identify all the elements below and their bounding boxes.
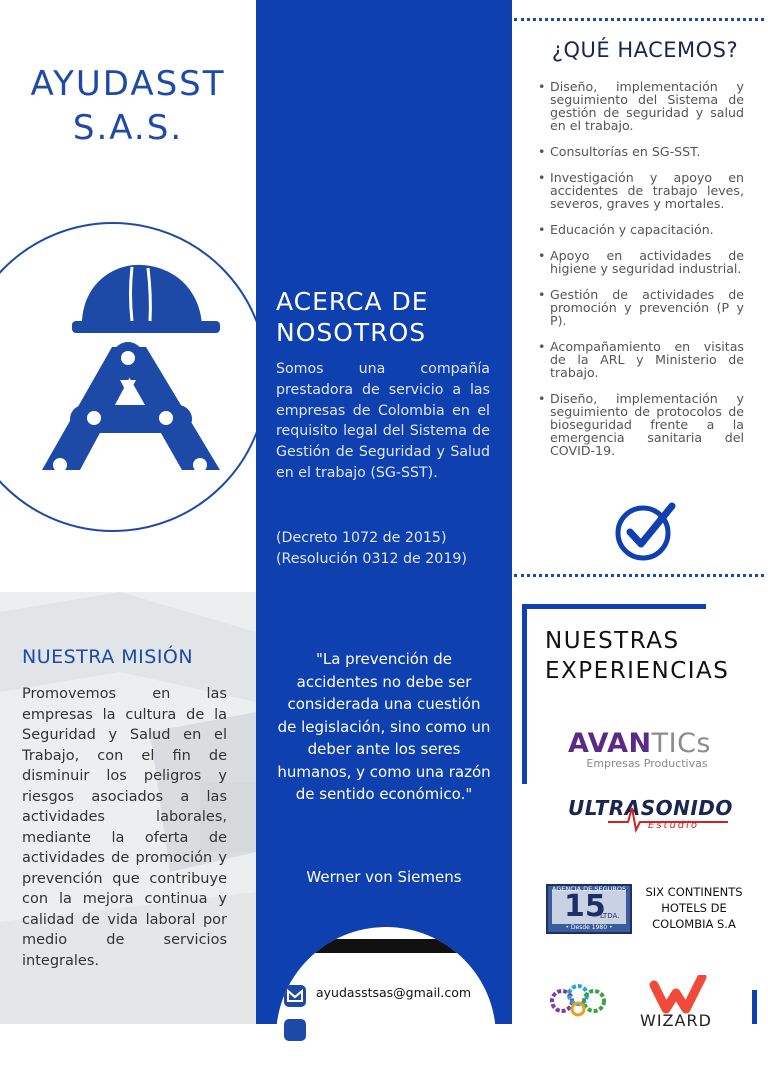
avantics-tagline: Empresas Productivas (586, 757, 708, 770)
quote-text: "La prevención de accidentes no debe ser considerada una cuestión de legislación, sino como un deber ante los seres humanos, y como una razón de sentido económico." (277, 650, 491, 803)
agency-since: • Desde 1980 • (565, 924, 613, 931)
company-name (0, 62, 256, 150)
experiences-bracket-side (522, 604, 527, 784)
service-item: • Consultorías en SG-SST. (536, 145, 744, 158)
services-title: ¿QUÉ HACEMOS? (551, 38, 739, 62)
contact-card (276, 927, 496, 1067)
service-item: • Diseño, implementación y seguimiento del Sistema de gestión de seguridad y salud en el trabajo. (536, 80, 744, 132)
avantics-logo (568, 728, 728, 759)
contact-divider (276, 939, 496, 953)
about-text: Somos una compañía prestadora de servicio a las empresas de Colombia en el requisito legal del Sistema de Gestión de Seguridad y Salud en el trabajo (SG-SST). (276, 361, 490, 481)
bottom-logos (548, 975, 748, 1030)
email-icon (284, 985, 306, 1007)
agency-number: 15 (564, 889, 606, 924)
about-references (276, 528, 506, 570)
resolution-reference: (Resolución 0312 de 2019) (276, 551, 467, 567)
right-accent-bar (752, 990, 757, 1024)
agency-ltda: LTDA. (600, 912, 620, 920)
about-title-line1: ACERCA DE (276, 287, 429, 316)
about-title-line2: NOSOTROS (276, 318, 427, 347)
email-link[interactable]: ayudasstsas@gmail.com (316, 985, 472, 1000)
service-item: • Educación y capacitación. (536, 223, 744, 236)
experiences-bracket (522, 604, 706, 609)
service-item: • Diseño, implementación y seguimiento de protocolos de bioseguridad frente a la emergencia sanitaria del COVID-19. (536, 392, 744, 457)
checkmark-icon (614, 500, 676, 562)
about-title (276, 286, 496, 348)
dotted-divider-middle (514, 574, 764, 577)
agency-top-text: AGENCIA DE SEGUROS (551, 885, 627, 893)
wizard-name: WIZARD (640, 1011, 712, 1030)
dotted-divider-top (514, 18, 764, 21)
avantics-logo-b: TICs (651, 728, 711, 759)
service-item: • Gestión de actividades de promoción y prevención (P y P). (536, 288, 744, 327)
service-item: • Acompañamiento en visitas de la ARL y Ministerio de trabajo. (536, 340, 744, 379)
ultrasonido-wave-icon (568, 796, 738, 836)
company-logo-icon (20, 255, 240, 495)
decree-reference: (Decreto 1072 de 2015) (276, 530, 447, 546)
experiences-title-line1: NUESTRAS (545, 628, 680, 654)
phone-icon (284, 1019, 306, 1041)
experiences-title (545, 626, 755, 686)
ultrasonido-tagline: Estudio (648, 820, 700, 831)
mission-title: NUESTRA MISIÓN (22, 646, 194, 668)
services-list (536, 80, 744, 470)
gears-logo-icon (548, 975, 618, 1024)
experiences-title-line2: EXPERIENCIAS (545, 658, 730, 684)
agencia-seguros-logo (546, 884, 632, 934)
service-item: • Apoyo en actividades de higiene y seguridad industrial. (536, 249, 744, 275)
mission-text: Promovemos en las empresas la cultura de la Seguridad y Salud en el Trabajo, con el fin de disminuir los peligros y riesgos asociados a las actividades laborales, mediante la oferta de actividades de promoción y prevención que contribuye con la mejora continua y calidad de vida laboral por medio de servicios integrales. (22, 686, 227, 969)
ultrasonido-name: ULTRASONIDO (568, 796, 733, 820)
avantics-logo-a: AVAN (568, 728, 652, 759)
ultrasonido-logo (568, 796, 738, 836)
company-name-line2: S.A.S. (72, 108, 184, 148)
quote-author: Werner von Siemens (306, 868, 462, 886)
service-item: • Investigación y apoyo en accidentes de trabajo leves, severos, graves y mortales. (536, 171, 744, 210)
company-name-line1: AYUDASST (30, 64, 226, 104)
six-continents-logo: SIX CONTINENTS HOTELS DE COLOMBIA S.A (645, 885, 743, 931)
